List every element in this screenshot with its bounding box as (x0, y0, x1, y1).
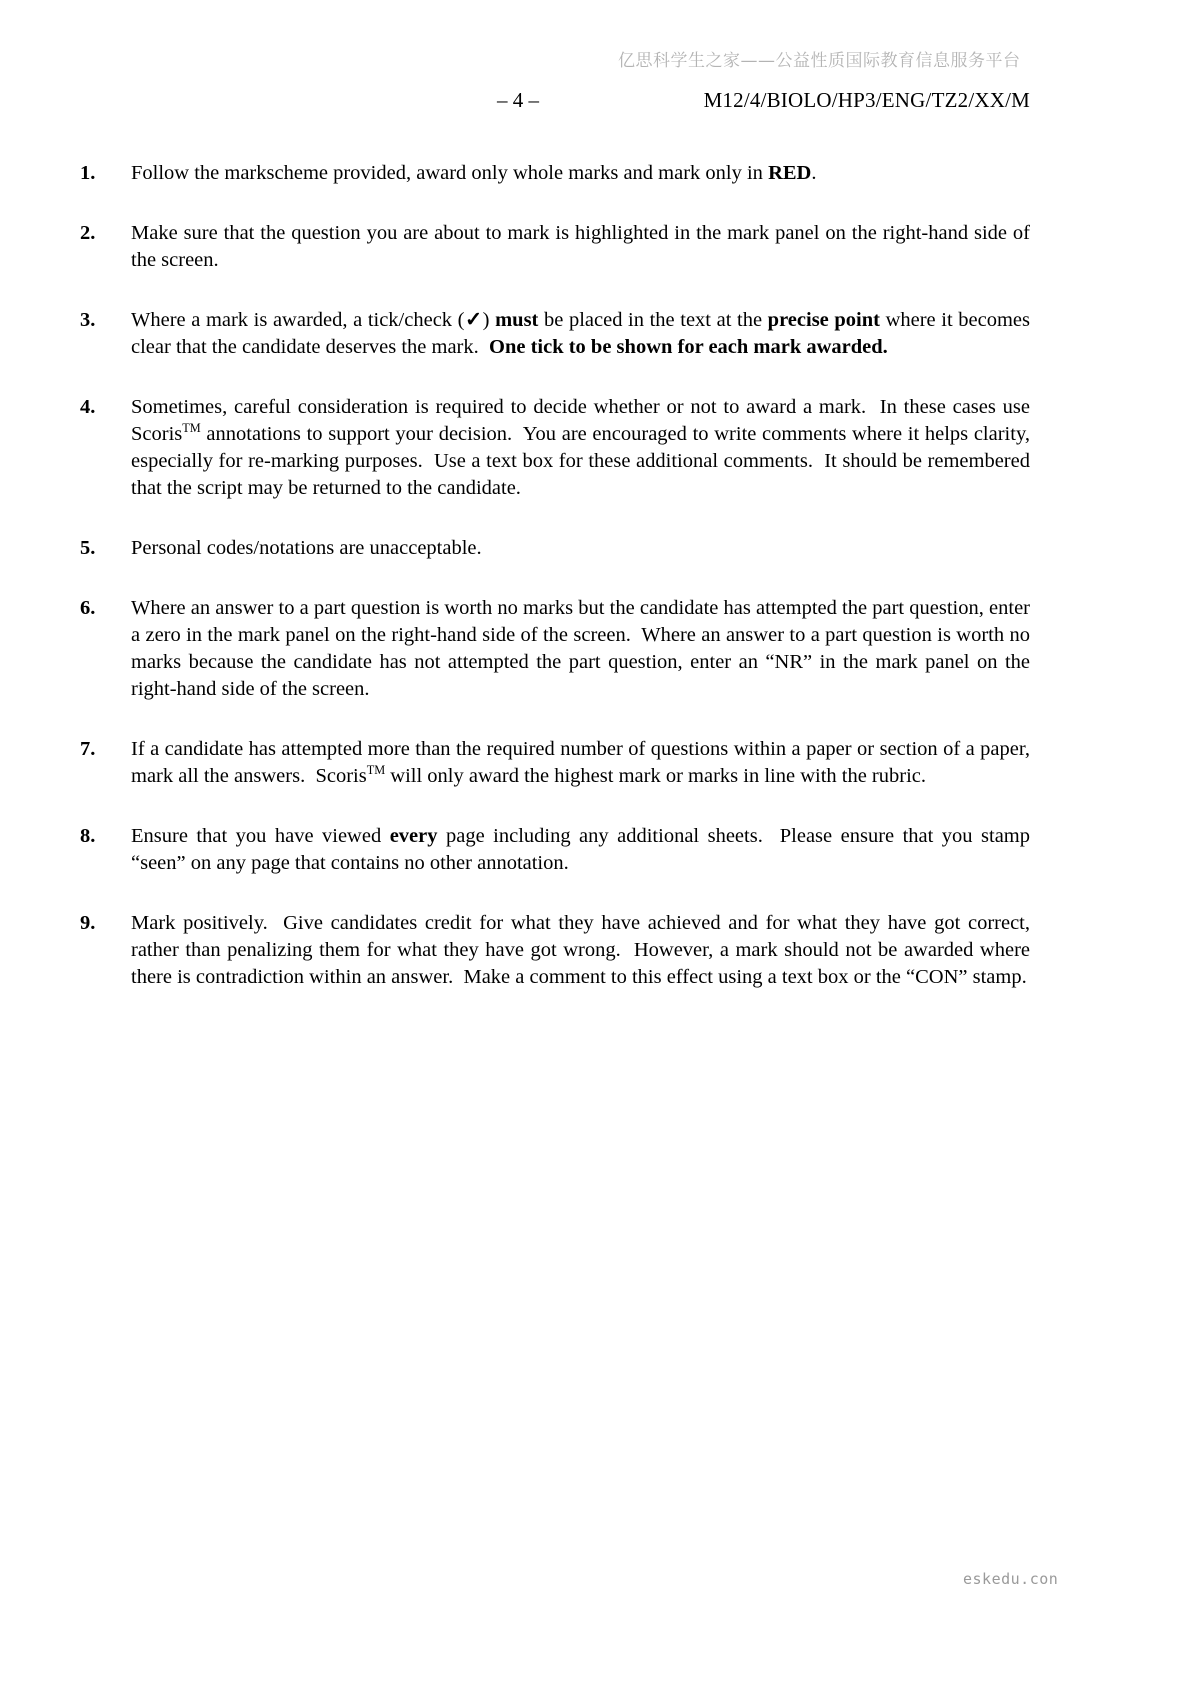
text-run: ✓ (464, 309, 483, 331)
site-watermark: eskedu.con (963, 1570, 1059, 1588)
text-run: where it becomes clear that the candidate deserves the mark. (131, 309, 1030, 358)
item-number: 7. (80, 738, 96, 760)
instruction-item (80, 535, 1030, 562)
text-run: annotations to support your decision. You are encouraged to write comments where it helps clarity, especially for re-marking purposes. Use a text box for these additional comments. It should be remembered that the script may be returned to the candidate. (131, 423, 1030, 499)
text-run: must (495, 309, 539, 331)
text-run: Make sure that the question you are about to mark is highlighted in the mark panel on the right-hand side of the screen. (131, 222, 1030, 271)
top-watermark-text: 亿思科学生之家——公益性质国际教育信息服务平台 (618, 51, 1021, 71)
text-run: Ensure that you have viewed (131, 825, 390, 847)
item-text (131, 160, 1030, 187)
item-text (131, 220, 1030, 274)
instruction-list (80, 160, 1030, 1024)
document-code: M12/4/BIOLO/HP3/ENG/TZ2/XX/M (703, 88, 1030, 112)
instruction-item (80, 220, 1030, 274)
item-number: 9. (80, 912, 96, 934)
instruction-item (80, 394, 1030, 502)
text-run: RED (768, 162, 812, 184)
item-number: 1. (80, 162, 96, 184)
text-run: If a candidate has attempted more than the required number of questions within a paper or section of a paper, mark all the answers. Scoris (131, 738, 1030, 787)
instruction-item (80, 595, 1030, 703)
text-run: ) (482, 309, 496, 331)
text-run: TM (366, 763, 386, 778)
item-text (131, 307, 1030, 361)
text-run: Sometimes, careful consideration is required to decide whether or not to award a mark. In these cases use Scoris (131, 396, 1030, 445)
item-text (131, 535, 1030, 562)
item-text (131, 736, 1030, 790)
text-run: TM (182, 421, 201, 436)
text-run: precise point (767, 309, 880, 331)
item-number: 2. (80, 222, 96, 244)
instruction-item (80, 307, 1030, 361)
text-run: . (811, 162, 817, 184)
item-number: 6. (80, 597, 96, 619)
text-run: Where a mark is awarded, a tick/check ( (131, 309, 465, 331)
page-number: – 4 – (497, 88, 539, 112)
text-run: every (389, 825, 438, 847)
item-text (131, 823, 1030, 877)
item-number: 8. (80, 825, 96, 847)
text-run: Follow the markscheme provided, award only whole marks and mark only in (131, 162, 769, 184)
text-run: One tick to be shown for each mark awarded. (489, 336, 888, 358)
item-number: 4. (80, 396, 96, 418)
text-run: Personal codes/notations are unacceptable. (131, 537, 482, 559)
text-run: Mark positively. Give candidates credit for what they have achieved and for what they have got correct, rather than penalizing them for what they have got wrong. However, a mark should not be awarded where there is contradiction within an answer. Make a comment to this effect using a text box or the “CON” stamp. (131, 912, 1030, 988)
item-number: 5. (80, 537, 96, 559)
text-run: will only award the highest mark or marks in line with the rubric. (385, 765, 927, 787)
instruction-item (80, 823, 1030, 877)
text-run: be placed in the text at the (538, 309, 768, 331)
instruction-item (80, 736, 1030, 790)
item-text (131, 595, 1030, 703)
item-text (131, 394, 1030, 502)
instruction-item (80, 910, 1030, 991)
item-number: 3. (80, 309, 96, 331)
instruction-item (80, 160, 1030, 187)
text-run: page including any additional sheets. Please ensure that you stamp “seen” on any page that contains no other annotation. (131, 825, 1030, 874)
text-run: Where an answer to a part question is worth no marks but the candidate has attempted the part question, enter a zero in the mark panel on the right-hand side of the screen. Where an answer to a part question is worth no marks because the candidate has not attempted the part question, enter an “NR” in the mark panel on the right-hand side of the screen. (131, 597, 1030, 700)
item-text (131, 910, 1030, 991)
